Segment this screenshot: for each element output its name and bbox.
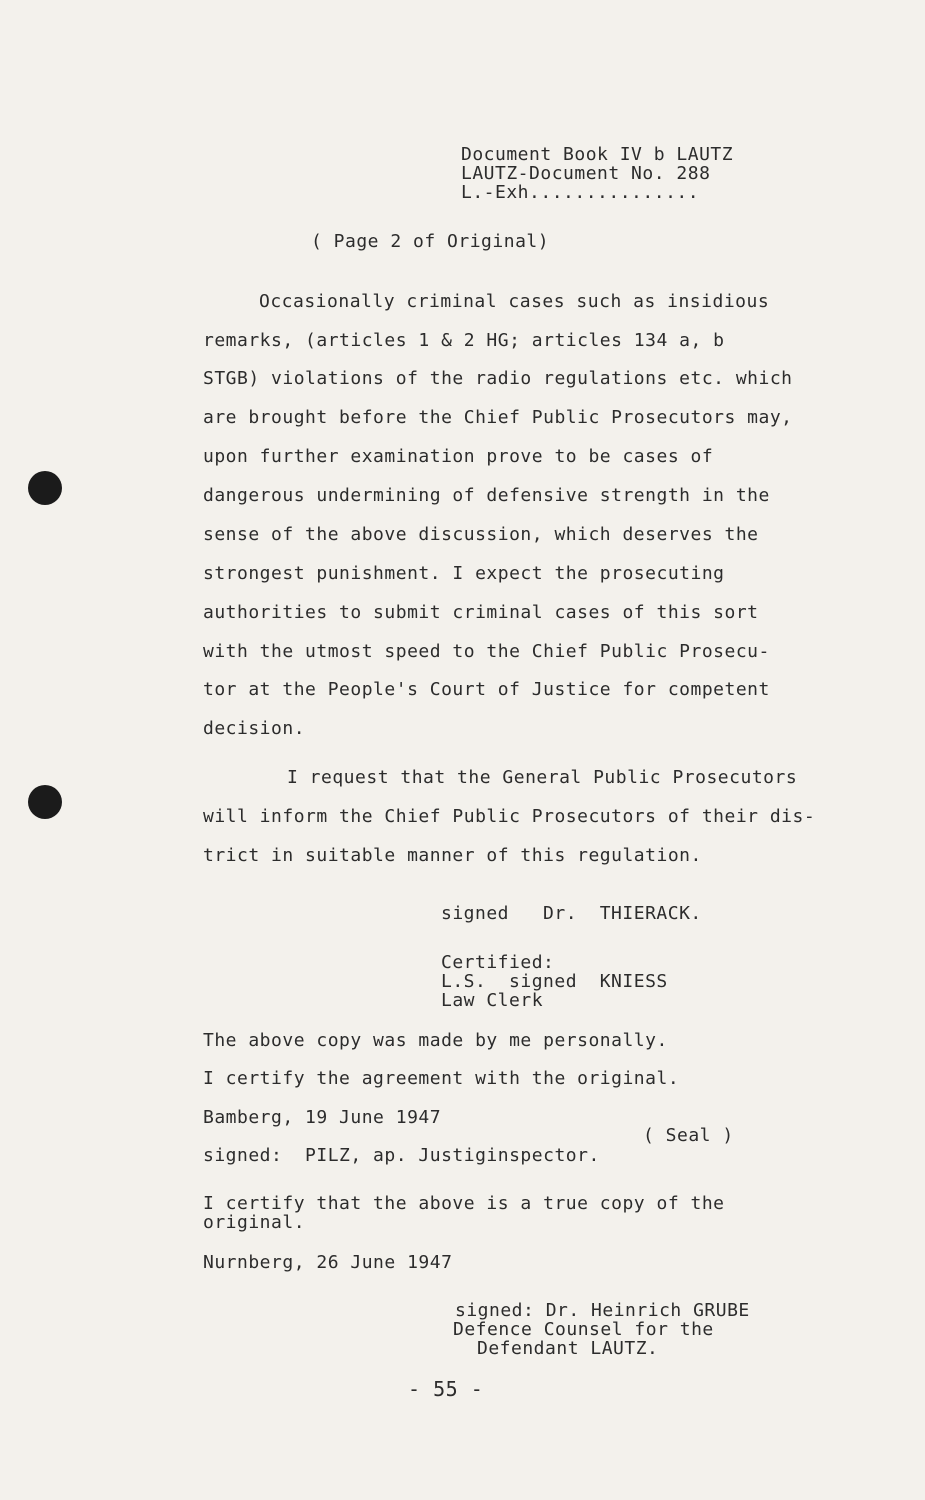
paragraph-line: are brought before the Chief Public Prosecutors may, bbox=[203, 407, 793, 428]
paragraph-line: STGB) violations of the radio regulations etc. which bbox=[203, 368, 793, 389]
seal-label: ( Seal ) bbox=[643, 1125, 734, 1146]
signature-thierack: signed Dr. THIERACK. bbox=[441, 903, 702, 924]
true-copy-line: original. bbox=[203, 1212, 306, 1233]
copy-note-line: I certify the agreement with the original. bbox=[203, 1068, 680, 1089]
certified-label: Certified: bbox=[441, 952, 555, 973]
signature-line: Defendant LAUTZ. bbox=[477, 1338, 659, 1359]
copy-note-date: Bamberg, 19 June 1947 bbox=[203, 1107, 442, 1128]
certified-title: Law Clerk bbox=[441, 990, 544, 1011]
paragraph-line: remarks, (articles 1 & 2 HG; articles 134 a, b bbox=[203, 330, 725, 351]
paragraph-line: authorities to submit criminal cases of this sort bbox=[203, 602, 759, 623]
punch-hole bbox=[28, 785, 62, 819]
copy-note-signed: signed: PILZ, ap. Justiginspector. bbox=[203, 1145, 600, 1166]
paragraph-line: will inform the Chief Public Prosecutors of their dis- bbox=[203, 806, 816, 827]
true-copy-date: Nurnberg, 26 June 1947 bbox=[203, 1252, 453, 1273]
page-of-original: ( Page 2 of Original) bbox=[311, 231, 550, 252]
header-doc-book: Document Book IV b LAUTZ bbox=[461, 144, 734, 165]
paragraph-line: upon further examination prove to be cases of bbox=[203, 446, 714, 467]
paragraph-line: Occasionally criminal cases such as insidious bbox=[259, 291, 770, 312]
paragraph-line: dangerous undermining of defensive strength in the bbox=[203, 485, 770, 506]
paragraph-line: I request that the General Public Prosecutors bbox=[287, 767, 798, 788]
paragraph-line: decision. bbox=[203, 718, 306, 739]
page-number: - 55 - bbox=[408, 1377, 484, 1401]
header-exhibit: L.-Exh............... bbox=[461, 182, 700, 203]
signature-line: Defence Counsel for the bbox=[453, 1319, 714, 1340]
paragraph-line: trict in suitable manner of this regulation. bbox=[203, 845, 702, 866]
copy-note-line: The above copy was made by me personally. bbox=[203, 1030, 668, 1051]
paragraph-line: strongest punishment. I expect the prosecuting bbox=[203, 563, 725, 584]
signature-line: signed: Dr. Heinrich GRUBE bbox=[455, 1300, 750, 1321]
header-doc-number: LAUTZ-Document No. 288 bbox=[461, 163, 711, 184]
certified-signed: L.S. signed KNIESS bbox=[441, 971, 668, 992]
paragraph-line: with the utmost speed to the Chief Public Prosecu- bbox=[203, 641, 770, 662]
punch-hole bbox=[28, 471, 62, 505]
paragraph-line: sense of the above discussion, which deserves the bbox=[203, 524, 759, 545]
true-copy-line: I certify that the above is a true copy of the bbox=[203, 1193, 725, 1214]
paragraph-line: tor at the People's Court of Justice for competent bbox=[203, 679, 770, 700]
